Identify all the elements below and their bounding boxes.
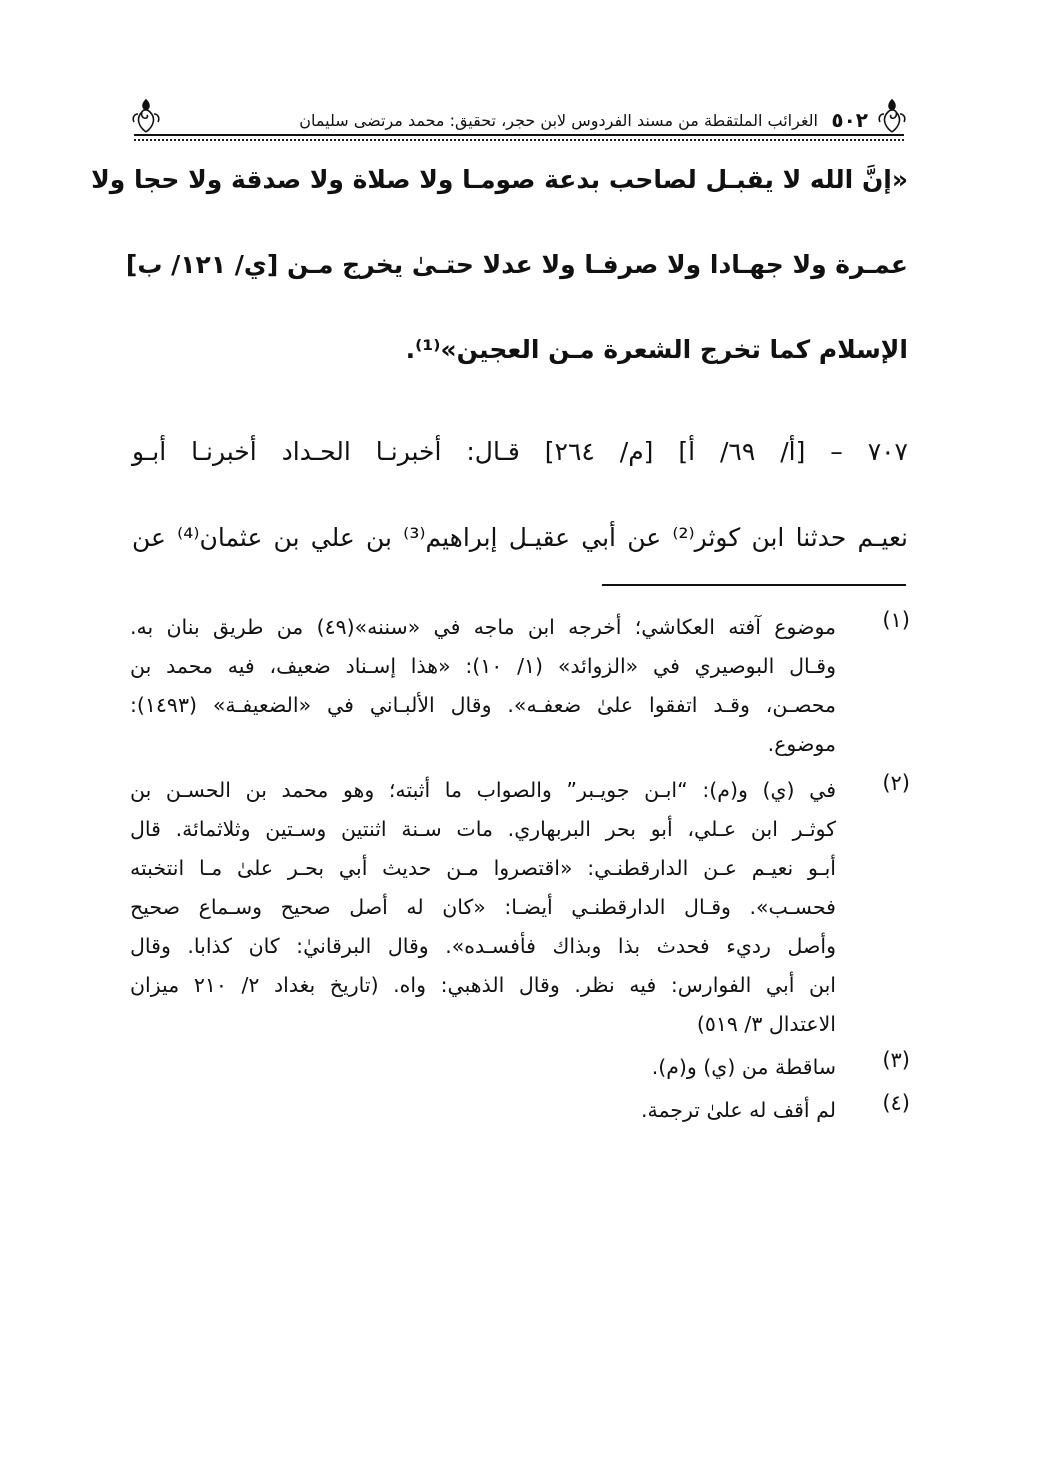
footnote-number: (١) <box>882 608 910 632</box>
narration-line: نعيـم حدثنا ابن كوثر⁽²⁾ عن أبي عقيـل إبراهيم⁽³⁾ بن علي بن عثمان⁽⁴⁾ عن <box>132 523 908 552</box>
hadith-text <box>132 330 908 370</box>
footnote-separator <box>602 584 906 586</box>
footnote-line: كوثـر ابن عـلي، أبو بحر البربهاري. مات سـنة اثنتين وسـتين وثلاثمائة. قال <box>130 817 836 841</box>
footnote-line: محصـن، وقـد اتفقوا علىٰ ضعفـه». وقال الألبـاني في «الضعيفـة» (١٤٩٣): <box>130 693 836 717</box>
footnote-line: وقـال البوصيري في «الزوائد» (١/ ١٠): «هذا إسـناد ضعيف، فيه محمد بن <box>130 654 836 678</box>
footnote-line: أبـو نعيـم عـن الدارقطنـي: «اقتصروا مـن حديث أبي بحـر علىٰ مـا انتخبته <box>130 856 836 880</box>
footnotes <box>130 608 910 1130</box>
footnote-line: في (ي) و(م): “ابـن جويـبر” والصواب ما أثبته؛ وهو محمد بن الحسـن بن <box>130 778 836 802</box>
hadith-line: «إنَّ الله لا يقبـل لصاحب بدعة صومـا ولا صلاة ولا صدقة ولا حجا ولا <box>91 165 908 194</box>
footnote-line: الاعتدال ٣/ ٥١٩) <box>696 1012 836 1036</box>
hadith-text <box>125 245 908 285</box>
footnote-line: ساقطة من (ي) و(م). <box>651 1055 836 1079</box>
running-title: الغرائب الملتقطة من مسند الفردوس لابن حجر، تحقيق: محمد مرتضى سليمان <box>299 111 818 130</box>
footnote-line: فحسـب». وقـال الدارقطنـي أيضـا: «كان له أصل صحيح وسـماع صحيح <box>130 895 836 919</box>
footnote <box>130 1048 910 1087</box>
footnote-line: موضوع آفته العكاشي؛ أخرجه ابن ماجه في «سننه»(٤٩) من طريق بنان به. <box>130 615 837 639</box>
header-rule <box>134 134 904 136</box>
footnote-line: وأصل رديء فحدث بذا وبذاك فأفسـده». وقال البرقانيٰ: كان كذابا. وقال <box>130 934 836 958</box>
footnote-number: (٤) <box>882 1091 910 1115</box>
narration-text <box>132 432 908 472</box>
page-number: ٥٠٢ <box>831 108 868 132</box>
footnote <box>130 1091 910 1130</box>
footnote-line: ابن أبي الفوارس: فيه نظر. وقال الذهبي: واه. (تاريخ بغداد ٢/ ٢١٠ ميزان <box>130 973 836 997</box>
narration-line: ٧٠٧ – [أ/ ٦٩/ أ] [م/ ٢٦٤] قـال: أخبرنـا الحـداد أخبرنـا أبـو <box>132 437 908 466</box>
header-dotted-rule <box>134 139 904 141</box>
narration-text <box>132 518 908 558</box>
footnote-line: موضوع. <box>767 732 836 756</box>
footnote-number: (٣) <box>882 1048 910 1072</box>
hadith-line: عمـرة ولا جهـادا ولا صرفـا ولا عدلا حتـىٰ يخرج مـن [ي/ ١٢١/ ب] <box>125 250 908 279</box>
ornament-right-icon <box>874 98 910 134</box>
footnote <box>130 608 910 764</box>
ornament-left-icon <box>128 98 164 134</box>
footnote <box>130 771 910 1044</box>
footnote-line: لم أقف له علىٰ ترجمة. <box>640 1098 836 1122</box>
footnote-number: (٢) <box>882 771 910 795</box>
page-header <box>128 94 910 144</box>
hadith-text <box>91 160 908 200</box>
hadith-line: الإسلام كما تخرج الشعرة مـن العجين»⁽¹⁾. <box>405 335 908 364</box>
